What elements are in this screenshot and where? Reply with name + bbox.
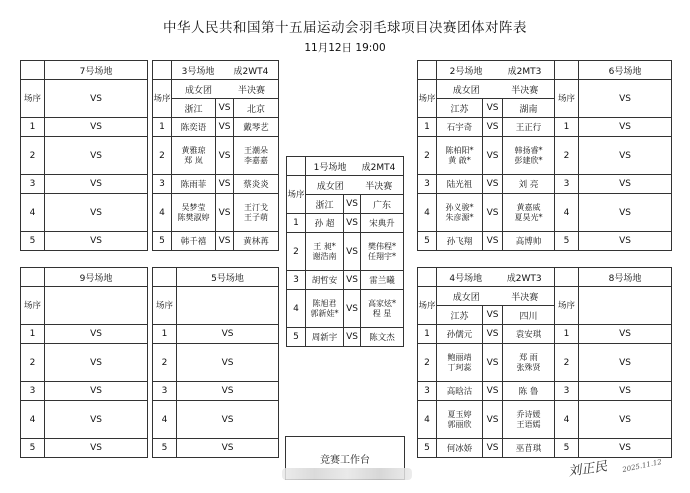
player-b: 王汀戈 (244, 202, 268, 212)
court-9-table (20, 267, 148, 458)
vs-label: VS (45, 118, 148, 137)
vs-label: VS (216, 194, 234, 232)
court-name: 9号场地 (45, 268, 148, 287)
signature: 刘正民 (567, 459, 609, 480)
player-a: 孙义骏* (445, 202, 474, 212)
vs-label: VS (216, 118, 234, 137)
vs-label: VS (216, 175, 234, 194)
court-name: 8号场地 (579, 268, 672, 287)
seq-number: 3 (21, 175, 45, 194)
signature-date: 2025.11.12 (621, 457, 663, 475)
player-a: 黄雅琼 (181, 145, 206, 155)
order-label: 场序 (418, 287, 437, 325)
player-a: 陈旭君 (312, 298, 337, 308)
court-name: 4号场地 (449, 273, 483, 284)
player-a: 孙飞翔 (437, 232, 483, 251)
court-8-table (554, 267, 672, 458)
player-a: 吴梦莹 (181, 202, 206, 212)
court-name: 1号场地 (313, 162, 347, 173)
player-b: 蔡炎炎 (234, 175, 279, 194)
team-a: 浙江 (306, 195, 344, 214)
player-b: 高博帅 (503, 232, 555, 251)
seq-number: 5 (21, 232, 45, 251)
seq-number: 3 (153, 175, 172, 194)
player-a: 韩千禧 (172, 232, 216, 251)
player-a: 陈奕语 (172, 118, 216, 137)
seq-number: 1 (21, 325, 45, 344)
order-label: 场序 (153, 80, 172, 118)
seq-number: 1 (153, 325, 177, 344)
vs-label: VS (344, 233, 361, 271)
vs-label: VS (177, 325, 279, 344)
player-b: 韩扬睿* (514, 145, 543, 155)
team-b: 广东 (361, 195, 404, 214)
court-name: 2号场地 (449, 66, 483, 77)
seq-number: 2 (287, 233, 306, 271)
order-label: 场序 (21, 80, 45, 118)
order-label: 场序 (418, 80, 437, 118)
page-title: 中华人民共和国第十五届运动会羽毛球项目决赛团体对阵表 (163, 20, 527, 36)
team-a: 浙江 (172, 99, 216, 118)
player-b: 雷兰曦 (361, 271, 404, 290)
player-b: 李嘉嘉 (244, 155, 268, 165)
player-b: 高家炫* (368, 298, 396, 308)
seq-number: 1 (555, 325, 579, 344)
court-name: 5号场地 (177, 268, 279, 287)
seq-number: 5 (555, 439, 579, 458)
seq-number: 2 (555, 344, 579, 382)
vs-label: VS (216, 137, 234, 175)
seq-number: 5 (153, 232, 172, 251)
court-name: 7号场地 (45, 61, 148, 80)
player-b: 戴琴艺 (234, 118, 279, 137)
seq-number: 4 (555, 194, 579, 232)
vs-label: VS (45, 439, 148, 458)
seq-number: 3 (418, 175, 437, 194)
vs-label: VS (45, 325, 148, 344)
vs-label: VS (579, 325, 672, 344)
team-a: 江苏 (437, 99, 483, 118)
vs-label: VS (579, 137, 672, 175)
player-a: 郭丽欣 (447, 419, 472, 429)
player-a: 陈雨菲 (172, 175, 216, 194)
vs-label: VS (344, 290, 361, 328)
order-label: 场序 (21, 287, 45, 325)
player-a: 陆光祖 (437, 175, 483, 194)
seq-number: 1 (287, 214, 306, 233)
vs-label: VS (177, 401, 279, 439)
seq-number: 4 (555, 401, 579, 439)
vs-label: VS (45, 80, 148, 118)
match-datetime: 11月12日 19:00 (304, 42, 386, 54)
vs-label: VS (483, 382, 503, 401)
vs-label: VS (579, 382, 672, 401)
player-a: 周新宇 (306, 328, 344, 347)
tv-code: 成2MT3 (507, 66, 542, 77)
player-a: 陈樊淑婷 (177, 212, 210, 222)
player-a: 朱彦源* (445, 212, 474, 222)
seq-number: 5 (418, 439, 437, 458)
seq-number: 2 (418, 344, 437, 382)
player-b: 郑 雨 (519, 352, 538, 362)
vs-label: VS (45, 232, 148, 251)
player-a: 王 昶* (313, 241, 336, 251)
round-label: 半决赛 (237, 85, 265, 96)
vs-label: VS (45, 137, 148, 175)
court-1-table (286, 156, 404, 347)
vs-label: VS (579, 118, 672, 137)
player-a: 谢浩南 (312, 251, 337, 261)
vs-label: VS (483, 194, 503, 232)
seq-number: 1 (418, 325, 437, 344)
seq-number: 5 (287, 328, 306, 347)
player-b: 程 星 (372, 308, 392, 318)
player-b: 黄林苒 (234, 232, 279, 251)
player-b: 乔诗媛 (516, 409, 541, 419)
player-a: 丁珂蕊 (447, 362, 472, 372)
player-b: 王潮朵 (244, 145, 268, 155)
player-b: 王语嫣 (516, 419, 541, 429)
seq-number: 3 (555, 175, 579, 194)
seq-number: 2 (153, 344, 177, 382)
player-b: 刘 亮 (503, 175, 555, 194)
order-label: 场序 (287, 176, 306, 214)
vs-label: VS (45, 344, 148, 382)
vs-label: VS (344, 271, 361, 290)
player-b: 夏昊光* (514, 212, 543, 222)
seq-number: 1 (21, 118, 45, 137)
player-a: 夏玉婷 (447, 409, 472, 419)
round-label: 半决赛 (365, 181, 393, 192)
vs-label: VS (177, 382, 279, 401)
vs-label: VS (579, 344, 672, 382)
player-a: 鲍丽靖 (447, 352, 472, 362)
team-b: 湖南 (503, 99, 555, 118)
team-b: 四川 (503, 306, 555, 325)
event-label: 成女团 (452, 292, 480, 303)
vs-label: VS (483, 175, 503, 194)
vs-label: VS (45, 401, 148, 439)
vs-label: VS (45, 382, 148, 401)
vs-label: VS (483, 232, 503, 251)
vs-label: VS (344, 214, 361, 233)
vs-label: VS (483, 325, 503, 344)
order-label: 场序 (153, 287, 177, 325)
player-b: 王正行 (503, 118, 555, 137)
vs-label: VS (579, 439, 672, 458)
vs-label: VS (45, 194, 148, 232)
player-a: 孙儒元 (437, 325, 483, 344)
seq-number: 1 (153, 118, 172, 137)
vs-label: VS (579, 232, 672, 251)
player-a: 陈柏阳* (445, 145, 474, 155)
seq-number: 2 (555, 137, 579, 175)
vs-label: VS (579, 175, 672, 194)
vs-label: VS (177, 439, 279, 458)
player-b: 张殊贤 (516, 362, 541, 372)
court-4-table (417, 267, 555, 458)
team-b: 北京 (234, 99, 279, 118)
player-b: 樊伟程* (368, 241, 396, 251)
court-3-table (152, 60, 279, 251)
event-label: 成女团 (184, 85, 212, 96)
seq-number: 4 (287, 290, 306, 328)
seq-number: 5 (21, 439, 45, 458)
tv-code: 成2WT3 (506, 273, 542, 284)
court-name: 6号场地 (579, 61, 672, 80)
seq-number: 5 (153, 439, 177, 458)
office-label: 竞赛工作台 (320, 454, 370, 466)
court-name: 3号场地 (181, 66, 215, 77)
seq-number: 3 (418, 382, 437, 401)
vs-label: VS (579, 194, 672, 232)
court-2-table (417, 60, 555, 251)
player-b: 袁安琪 (503, 325, 555, 344)
player-a: 孙 超 (306, 214, 344, 233)
vs-label: VS (483, 306, 503, 325)
player-b: 王子萌 (244, 212, 268, 222)
seq-number: 4 (21, 194, 45, 232)
vs-label: VS (483, 439, 503, 458)
court-5-table (152, 267, 279, 458)
seq-number: 2 (153, 137, 172, 175)
vs-label: VS (216, 232, 234, 251)
player-b: 彭建欣* (514, 155, 543, 165)
seq-number: 2 (21, 137, 45, 175)
event-label: 成女团 (316, 181, 344, 192)
seq-number: 4 (153, 194, 172, 232)
vs-label: VS (579, 80, 672, 118)
player-b: 黄嘉威 (516, 202, 541, 212)
player-a: 石宇奇 (437, 118, 483, 137)
player-a: 黄 啟* (448, 155, 471, 165)
player-a: 高晗沽 (437, 382, 483, 401)
order-label: 场序 (555, 287, 579, 325)
seq-number: 3 (287, 271, 306, 290)
player-a: 胡哲安 (306, 271, 344, 290)
vs-label: VS (483, 344, 503, 382)
vs-label: VS (483, 137, 503, 175)
team-a: 江苏 (437, 306, 483, 325)
seq-number: 1 (555, 118, 579, 137)
watermark-blur (282, 468, 412, 480)
seq-number: 4 (418, 401, 437, 439)
vs-label: VS (344, 195, 361, 214)
seq-number: 1 (418, 118, 437, 137)
player-a: 郑 岚 (184, 155, 203, 165)
seq-number: 3 (21, 382, 45, 401)
seq-number: 4 (21, 401, 45, 439)
vs-label: VS (177, 344, 279, 382)
seq-number: 5 (555, 232, 579, 251)
tv-code: 成2MT4 (361, 162, 396, 173)
player-a: 郭新娃* (310, 308, 339, 318)
seq-number: 3 (153, 382, 177, 401)
seq-number: 4 (153, 401, 177, 439)
seq-number: 2 (418, 137, 437, 175)
event-label: 成女团 (452, 85, 480, 96)
player-b: 宋典升 (361, 214, 404, 233)
tv-code: 成2WT4 (233, 66, 269, 77)
vs-label: VS (483, 118, 503, 137)
round-label: 半决赛 (511, 85, 539, 96)
order-label: 场序 (555, 80, 579, 118)
court-7-table (20, 60, 148, 251)
vs-label: VS (483, 99, 503, 118)
vs-label: VS (45, 175, 148, 194)
player-b: 任翔宇* (368, 251, 396, 261)
court-6-table (554, 60, 672, 251)
seq-number: 5 (418, 232, 437, 251)
seq-number: 4 (418, 194, 437, 232)
vs-label: VS (216, 99, 234, 118)
seq-number: 2 (21, 344, 45, 382)
vs-label: VS (483, 401, 503, 439)
player-b: 陈文杰 (361, 328, 404, 347)
seq-number: 3 (555, 382, 579, 401)
player-b: 陈 鲁 (503, 382, 555, 401)
round-label: 半决赛 (511, 292, 539, 303)
vs-label: VS (579, 401, 672, 439)
player-a: 何冰娇 (437, 439, 483, 458)
player-b: 巫苜琪 (503, 439, 555, 458)
vs-label: VS (344, 328, 361, 347)
